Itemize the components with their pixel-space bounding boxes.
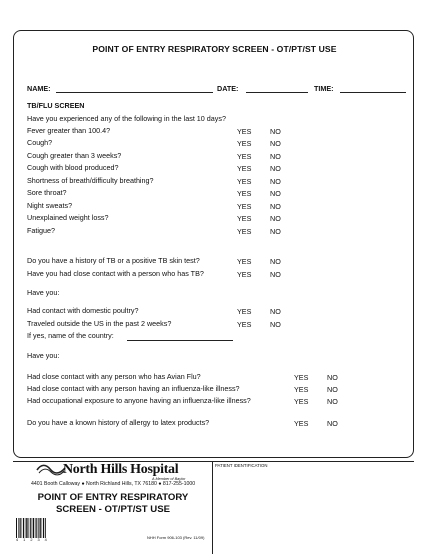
date-field[interactable]	[246, 92, 308, 93]
symptom-question: Cough with blood produced?	[27, 163, 119, 172]
barcode-icon	[16, 518, 46, 538]
no-option[interactable]: NO	[327, 385, 338, 394]
no-option[interactable]: NO	[270, 257, 281, 266]
time-field[interactable]	[340, 92, 406, 93]
tb-question: Have you had close contact with a person who has TB?	[27, 269, 204, 278]
no-option[interactable]: NO	[270, 202, 281, 211]
symptom-question: Cough?	[27, 138, 53, 147]
question-last-10-days: Have you experienced any of the following in the last 10 days?	[27, 114, 226, 123]
no-option[interactable]: NO	[270, 189, 281, 198]
country-field[interactable]	[127, 340, 233, 341]
no-option[interactable]: NO	[270, 320, 281, 329]
no-option[interactable]: NO	[270, 164, 281, 173]
name-field[interactable]	[56, 92, 213, 93]
no-option[interactable]: NO	[270, 307, 281, 316]
footer-form-title-line1: POINT OF ENTRY RESPIRATORY	[37, 492, 189, 503]
form-frame	[13, 30, 414, 458]
yes-option[interactable]: YES	[237, 270, 252, 279]
no-option[interactable]: NO	[270, 139, 281, 148]
yes-option[interactable]: YES	[294, 419, 309, 428]
hospital-logo-icon	[36, 463, 66, 477]
yes-option[interactable]: YES	[237, 189, 252, 198]
flu-question: Had close contact with any person who has Avian Flu?	[27, 372, 201, 381]
yes-option[interactable]: YES	[237, 177, 252, 186]
yes-option[interactable]: YES	[237, 257, 252, 266]
symptom-question: Shortness of breath/difficulty breathing?	[27, 176, 154, 185]
no-option[interactable]: NO	[270, 270, 281, 279]
yes-option[interactable]: YES	[237, 139, 252, 148]
patient-identification-label: PATIENT IDENTIFICATION	[215, 463, 268, 468]
time-label: TIME:	[314, 84, 334, 93]
yes-option[interactable]: YES	[237, 152, 252, 161]
symptom-question: Fatigue?	[27, 226, 55, 235]
footer-form-title	[13, 492, 213, 516]
travel-question: Traveled outside the US in the past 2 weeks?	[27, 319, 172, 328]
no-option[interactable]: NO	[270, 152, 281, 161]
yes-option[interactable]: YES	[237, 320, 252, 329]
no-option[interactable]: NO	[270, 127, 281, 136]
date-label: DATE:	[217, 84, 239, 93]
name-label: NAME:	[27, 84, 51, 93]
tb-question: Do you have a history of TB or a positive TB skin test?	[27, 256, 200, 265]
yes-option[interactable]: YES	[237, 127, 252, 136]
form-title: POINT OF ENTRY RESPIRATORY SCREEN - OT/PT/ST USE	[92, 44, 337, 54]
yes-option[interactable]: YES	[237, 164, 252, 173]
yes-option[interactable]: YES	[294, 385, 309, 394]
flu-question: Had close contact with any person having an influenza-like illness?	[27, 384, 240, 393]
yes-option[interactable]: YES	[294, 373, 309, 382]
flu-question: Had occupational exposure to anyone having an influenza-like illness?	[27, 396, 251, 405]
symptom-question: Fever greater than 100.4?	[27, 126, 111, 135]
have-you-label: Have you:	[27, 351, 60, 360]
section-heading-tbflu: TB/FLU SCREEN	[27, 101, 85, 110]
no-option[interactable]: NO	[327, 397, 338, 406]
symptom-question: Sore throat?	[27, 188, 67, 197]
symptom-question: Cough greater than 3 weeks?	[27, 151, 122, 160]
no-option[interactable]: NO	[270, 214, 281, 223]
no-option[interactable]: NO	[327, 419, 338, 428]
barcode-digits: 4 1 2 3 4	[16, 538, 49, 542]
hospital-address: 4401 Booth Calloway ● North Richland Hills, TX 76180 ● 817-255-1000	[31, 481, 196, 487]
have-you-label: Have you:	[27, 288, 60, 297]
yes-option[interactable]: YES	[237, 202, 252, 211]
symptom-question: Night sweats?	[27, 201, 73, 210]
no-option[interactable]: NO	[327, 373, 338, 382]
country-label: If yes, name of the country:	[27, 331, 114, 340]
hospital-tagline: A Member of Baylor	[152, 477, 186, 481]
yes-option[interactable]: YES	[237, 307, 252, 316]
latex-question: Do you have a known history of allergy to latex products?	[27, 418, 210, 427]
hospital-name: North Hills Hospital	[63, 462, 179, 477]
footer-form-title-line2: SCREEN - OT/PT/ST USE	[55, 504, 171, 515]
symptom-question: Unexplained weight loss?	[27, 213, 109, 222]
no-option[interactable]: NO	[270, 177, 281, 186]
yes-option[interactable]: YES	[237, 227, 252, 236]
travel-question: Had contact with domestic poultry?	[27, 306, 139, 315]
yes-option[interactable]: YES	[294, 397, 309, 406]
no-option[interactable]: NO	[270, 227, 281, 236]
form-number: NHH Form 906-103 (Rev. 11/09)	[147, 535, 205, 540]
yes-option[interactable]: YES	[237, 214, 252, 223]
